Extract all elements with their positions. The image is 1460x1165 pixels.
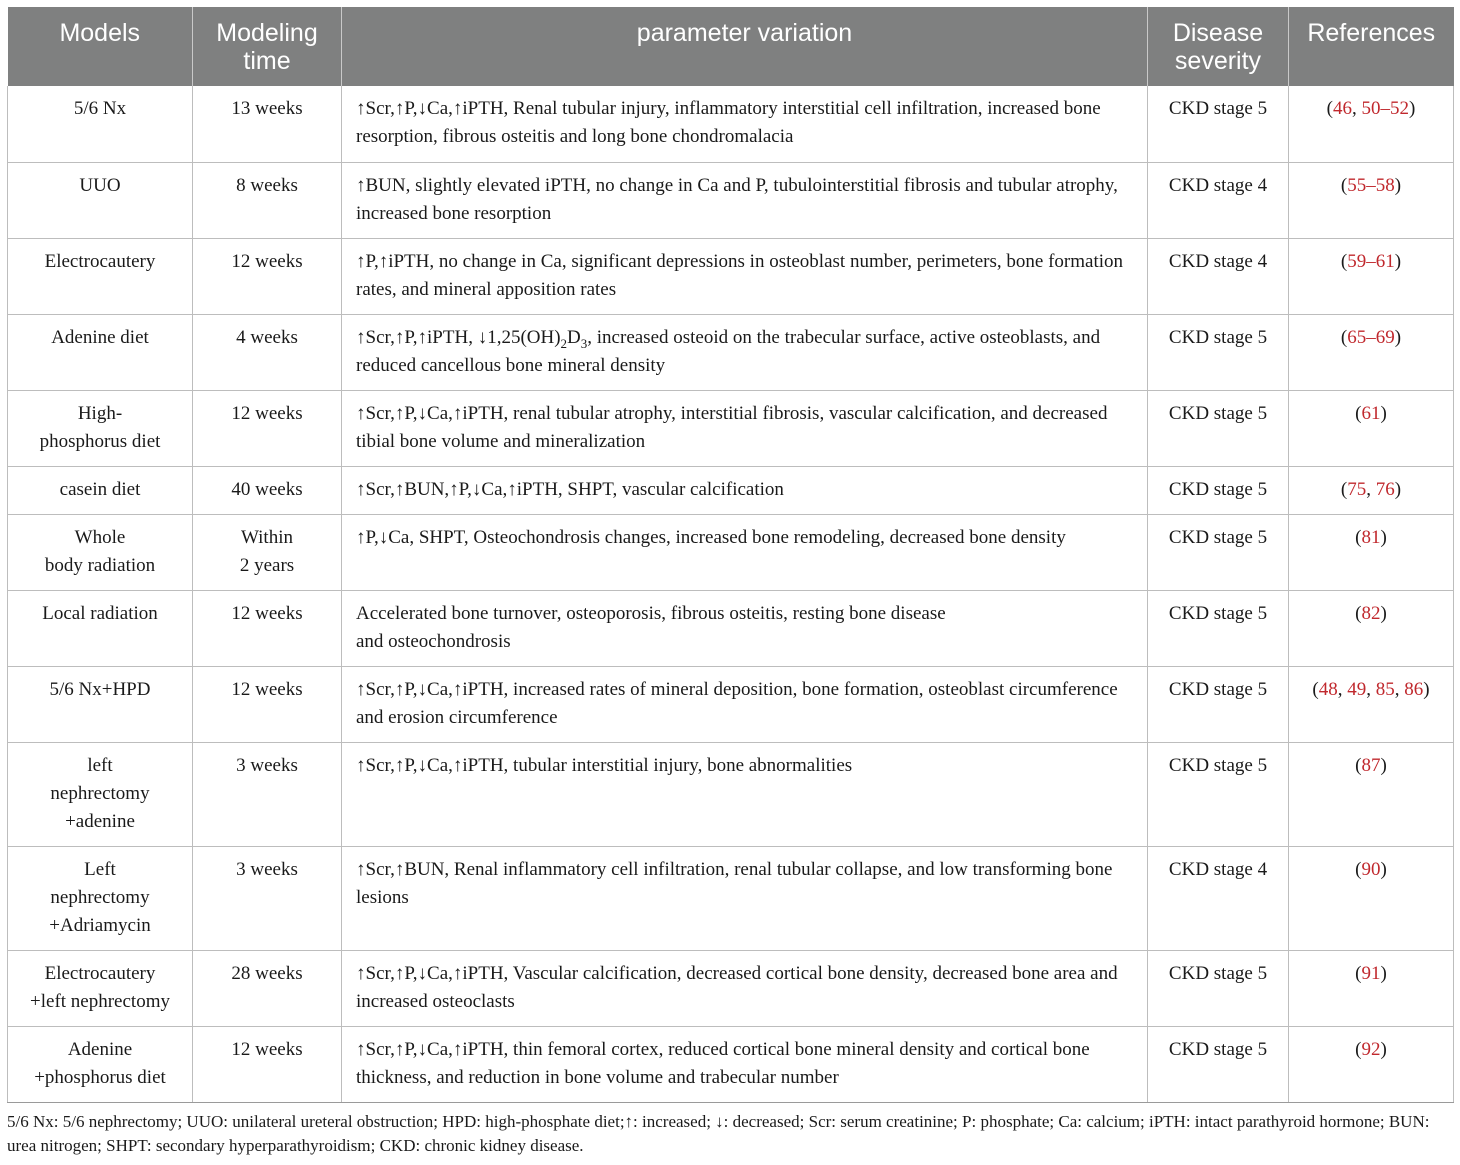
cell-params: ↑Scr,↑P,↓Ca,↑iPTH, Renal tubular injury, inflammatory interstitial cell infiltration, increased bone resorption, fibrous osteitis and long bone chondromalacia [342, 86, 1148, 162]
cell-time: 4 weeks [193, 314, 342, 390]
cell-time: 12 weeks [193, 1026, 342, 1102]
ref-link[interactable]: 85 [1375, 678, 1395, 700]
cell-model: Adenine diet [8, 314, 193, 390]
cell-severity: CKD stage 5 [1148, 314, 1289, 390]
cell-params: ↑Scr,↑P,↓Ca,↑iPTH, renal tubular atrophy, interstitial fibrosis, vascular calcification, and decreased tibial bone volume and mineralization [342, 390, 1148, 466]
cell-time: 12 weeks [193, 238, 342, 314]
table-row [8, 514, 1454, 590]
models-table [7, 7, 1454, 1103]
ref-link[interactable]: 81 [1361, 526, 1381, 548]
cell-time: 3 weeks [193, 742, 342, 846]
header-modeling-time: Modeling time [193, 7, 342, 86]
cell-refs: (75, 76) [1289, 466, 1454, 514]
ref-link[interactable]: 55–58 [1347, 174, 1395, 196]
cell-severity: CKD stage 4 [1148, 238, 1289, 314]
cell-refs: (92) [1289, 1026, 1454, 1102]
cell-severity: CKD stage 5 [1148, 950, 1289, 1026]
cell-severity: CKD stage 5 [1148, 1026, 1289, 1102]
ref-link[interactable]: 48 [1318, 678, 1338, 700]
cell-time: 28 weeks [193, 950, 342, 1026]
cell-time: 12 weeks [193, 390, 342, 466]
cell-refs: (61) [1289, 390, 1454, 466]
table-container [7, 7, 1453, 1103]
cell-time: 13 weeks [193, 86, 342, 162]
cell-refs: (59–61) [1289, 238, 1454, 314]
ref-link[interactable]: 46 [1333, 98, 1352, 119]
cell-params: ↑Scr,↑BUN,↑P,↓Ca,↑iPTH, SHPT, vascular calcification [342, 466, 1148, 514]
cell-model: Electrocautery +left nephrectomy [8, 950, 193, 1026]
cell-refs: (48, 49, 85, 86) [1289, 666, 1454, 742]
table-row [8, 666, 1454, 742]
table-row [8, 590, 1454, 666]
cell-severity: CKD stage 5 [1148, 742, 1289, 846]
cell-time: 12 weeks [193, 666, 342, 742]
ref-link[interactable]: 59–61 [1347, 250, 1395, 272]
cell-severity: CKD stage 5 [1148, 666, 1289, 742]
table-row [8, 950, 1454, 1026]
table-footnote: 5/6 Nx: 5/6 nephrectomy; UUO: unilateral ureteral obstruction; HPD: high-phosphate diet;↑: increased; ↓: decreased; Scr: serum creatinine; P: phosphate; Ca: calcium; iPTH: intact parathyroid hormone; BUN: urea nitrogen; SHPT: secondary hyperparathyroidism; CKD: chronic kidney disease. [7, 1112, 1430, 1155]
cell-time: Within 2 years [193, 514, 342, 590]
cell-severity: CKD stage 5 [1148, 390, 1289, 466]
table-row [8, 846, 1454, 950]
cell-refs: (46, 50–52) [1289, 86, 1454, 162]
cell-severity: CKD stage 5 [1148, 590, 1289, 666]
cell-params: ↑Scr,↑P,↓Ca,↑iPTH, tubular interstitial injury, bone abnormalities [342, 742, 1148, 846]
cell-model: 5/6 Nx [8, 86, 193, 162]
ref-link[interactable]: 87 [1361, 754, 1381, 776]
header-parameter-variation: parameter variation [342, 7, 1148, 86]
cell-model: Adenine +phosphorus diet [8, 1026, 193, 1102]
cell-model: left nephrectomy +adenine [8, 742, 193, 846]
cell-refs: (65–69) [1289, 314, 1454, 390]
header-models: Models [8, 7, 193, 86]
cell-model: Whole body radiation [8, 514, 193, 590]
cell-model: Local radiation [8, 590, 193, 666]
cell-model: 5/6 Nx+HPD [8, 666, 193, 742]
cell-model: High- phosphorus diet [8, 390, 193, 466]
cell-refs: (87) [1289, 742, 1454, 846]
cell-params: ↑Scr,↑BUN, Renal inflammatory cell infiltration, renal tubular collapse, and low transforming bone lesions [342, 846, 1148, 950]
cell-time: 40 weeks [193, 466, 342, 514]
table-row [8, 86, 1454, 162]
cell-params: ↑Scr,↑P,↑iPTH, $↓1,25(OH)_2D_3$, increased osteoid on the trabecular surface, active osteoblasts, and reduced cancellous bone mineral density [342, 314, 1148, 390]
ref-link[interactable]: 92 [1361, 1038, 1381, 1060]
header-references: References [1289, 7, 1454, 86]
cell-params: ↑P,↓Ca, SHPT, Osteochondrosis changes, increased bone remodeling, decreased bone density [342, 514, 1148, 590]
ref-link[interactable]: 50–52 [1361, 98, 1409, 119]
header-disease-severity: Disease severity [1148, 7, 1289, 86]
cell-refs: (90) [1289, 846, 1454, 950]
cell-model: Electrocautery [8, 238, 193, 314]
cell-severity: CKD stage 5 [1148, 86, 1289, 162]
table-row [8, 466, 1454, 514]
cell-time: 3 weeks [193, 846, 342, 950]
cell-model: casein diet [8, 466, 193, 514]
cell-model: UUO [8, 162, 193, 238]
ref-link[interactable]: 91 [1361, 962, 1381, 984]
cell-severity: CKD stage 5 [1148, 514, 1289, 590]
ref-link[interactable]: 75 [1347, 478, 1367, 500]
cell-refs: (81) [1289, 514, 1454, 590]
ref-link[interactable]: 86 [1404, 678, 1424, 700]
table-row [8, 1026, 1454, 1102]
cell-params: ↑Scr,↑P,↓Ca,↑iPTH, Vascular calcification, decreased cortical bone density, decreased bone area and increased osteoclasts [342, 950, 1148, 1026]
cell-refs: (55–58) [1289, 162, 1454, 238]
ref-link[interactable]: 76 [1375, 478, 1395, 500]
cell-params: ↑Scr,↑P,↓Ca,↑iPTH, thin femoral cortex, reduced cortical bone mineral density and cortical bone thickness, and reduction in bone volume and trabecular number [342, 1026, 1148, 1102]
cell-severity: CKD stage 4 [1148, 846, 1289, 950]
cell-time: 12 weeks [193, 590, 342, 666]
table-row [8, 742, 1454, 846]
table-row [8, 314, 1454, 390]
cell-refs: (82) [1289, 590, 1454, 666]
cell-refs: (91) [1289, 950, 1454, 1026]
table-row [8, 162, 1454, 238]
ref-link[interactable]: 82 [1361, 602, 1381, 624]
cell-params: Accelerated bone turnover, osteoporosis, fibrous osteitis, resting bone disease and osteochondrosis [342, 590, 1148, 666]
cell-params: ↑BUN, slightly elevated iPTH, no change in Ca and P, tubulointerstitial fibrosis and tubular atrophy, increased bone resorption [342, 162, 1148, 238]
cell-params: ↑Scr,↑P,↓Ca,↑iPTH, increased rates of mineral deposition, bone formation, osteoblast circumference and erosion circumference [342, 666, 1148, 742]
ref-link[interactable]: 65–69 [1347, 326, 1395, 348]
cell-time: 8 weeks [193, 162, 342, 238]
ref-link[interactable]: 61 [1361, 402, 1381, 424]
table-row [8, 390, 1454, 466]
ref-link[interactable]: 90 [1361, 858, 1381, 880]
table-row [8, 238, 1454, 314]
cell-model: Left nephrectomy +Adriamycin [8, 846, 193, 950]
ref-link[interactable]: 49 [1347, 678, 1367, 700]
cell-severity: CKD stage 4 [1148, 162, 1289, 238]
cell-severity: CKD stage 5 [1148, 466, 1289, 514]
cell-params: ↑P,↑iPTH, no change in Ca, significant depressions in osteoblast number, perimeters, bone formation rates, and mineral apposition rates [342, 238, 1148, 314]
table-header-row [8, 7, 1454, 86]
